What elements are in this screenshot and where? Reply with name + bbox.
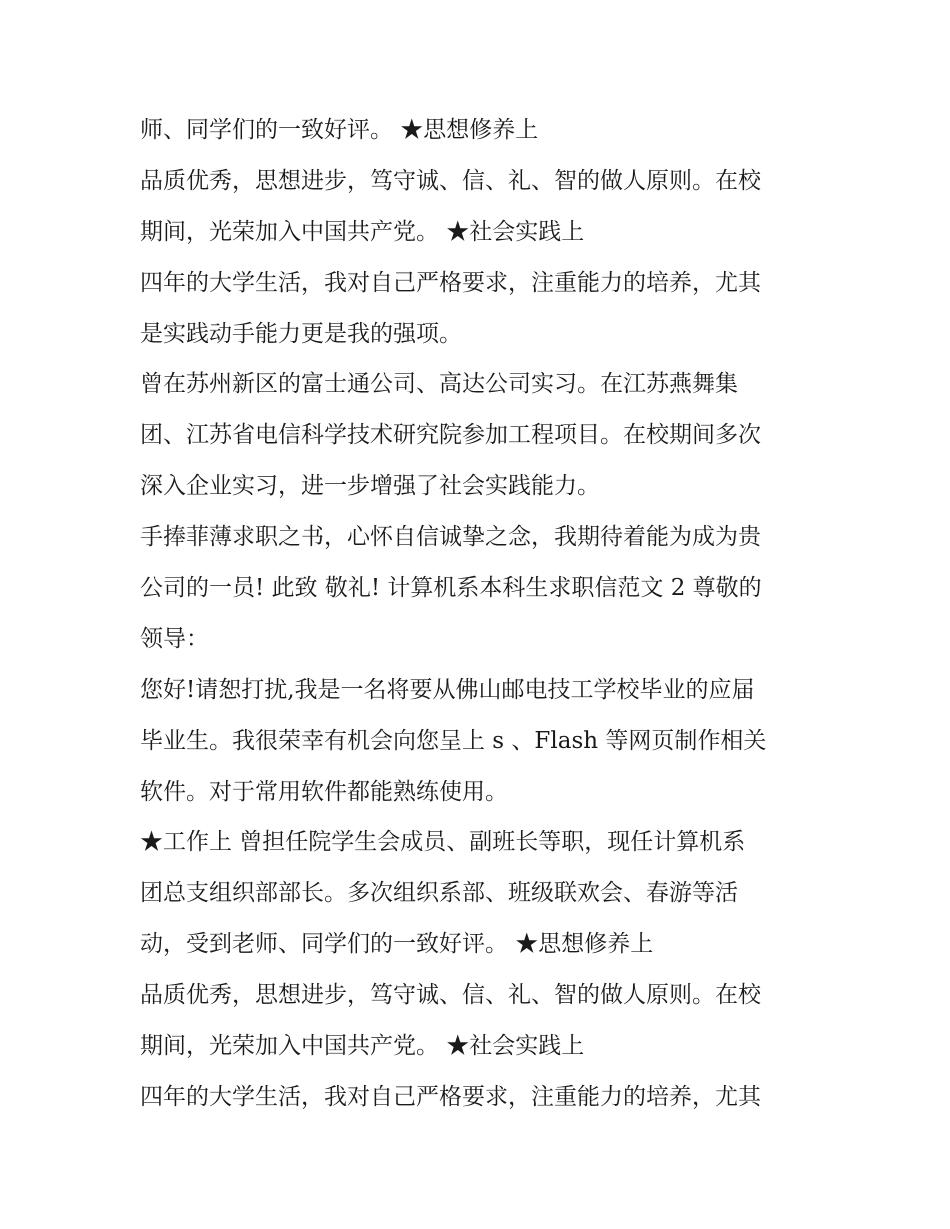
text-line: 手捧菲薄求职之书，心怀自信诚挚之念，我期待着能为成为贵 <box>140 524 761 551</box>
text-line: 品质优秀，思想进步，笃守诚、信、礼、智的做人原则。在校 <box>140 982 761 1009</box>
text-line: 深入企业实习，进一步增强了社会实践能力。 <box>140 473 600 500</box>
text-line: 品质优秀，思想进步，笃守诚、信、礼、智的做人原则。在校 <box>140 167 761 194</box>
text-line: 期间，光荣加入中国共产党。 ★社会实践上 <box>140 218 585 245</box>
text-line: 四年的大学生活，我对自己严格要求，注重能力的培养，尤其 <box>140 1083 761 1110</box>
text-line: 您好!请恕打扰,我是一名将要从佛山邮电技工学校毕业的应届 <box>140 676 755 703</box>
text-line: 软件。对于常用软件都能熟练使用。 <box>140 778 508 805</box>
text-line: 毕业生。我很荣幸有机会向您呈上 s 、Flash 等网页制作相关 <box>140 727 767 754</box>
document-body <box>140 105 820 1123</box>
text-line: 是实践动手能力更是我的强项。 <box>140 320 462 347</box>
text-line: 四年的大学生活，我对自己严格要求，注重能力的培养，尤其 <box>140 269 761 296</box>
text-line: 团总支组织部部长。多次组织系部、班级联欢会、春游等活 <box>140 880 738 907</box>
text-line: 曾在苏州新区的富士通公司、高达公司实习。在江苏燕舞集 <box>140 371 738 398</box>
text-line: 公司的一员! 此致 敬礼! 计算机系本科生求职信范文 2 尊敬的 <box>140 575 762 602</box>
text-line: 团、江苏省电信科学技术研究院参加工程项目。在校期间多次 <box>140 422 761 449</box>
text-line: 期间，光荣加入中国共产党。 ★社会实践上 <box>140 1033 585 1060</box>
text-line: 领导： <box>140 625 209 652</box>
text-line: 动，受到老师、同学们的一致好评。 ★思想修养上 <box>140 931 654 958</box>
text-line: ★工作上 曾担任院学生会成员、副班长等职，现任计算机系 <box>140 829 746 856</box>
text-line: 师、同学们的一致好评。 ★思想修养上 <box>140 117 539 143</box>
